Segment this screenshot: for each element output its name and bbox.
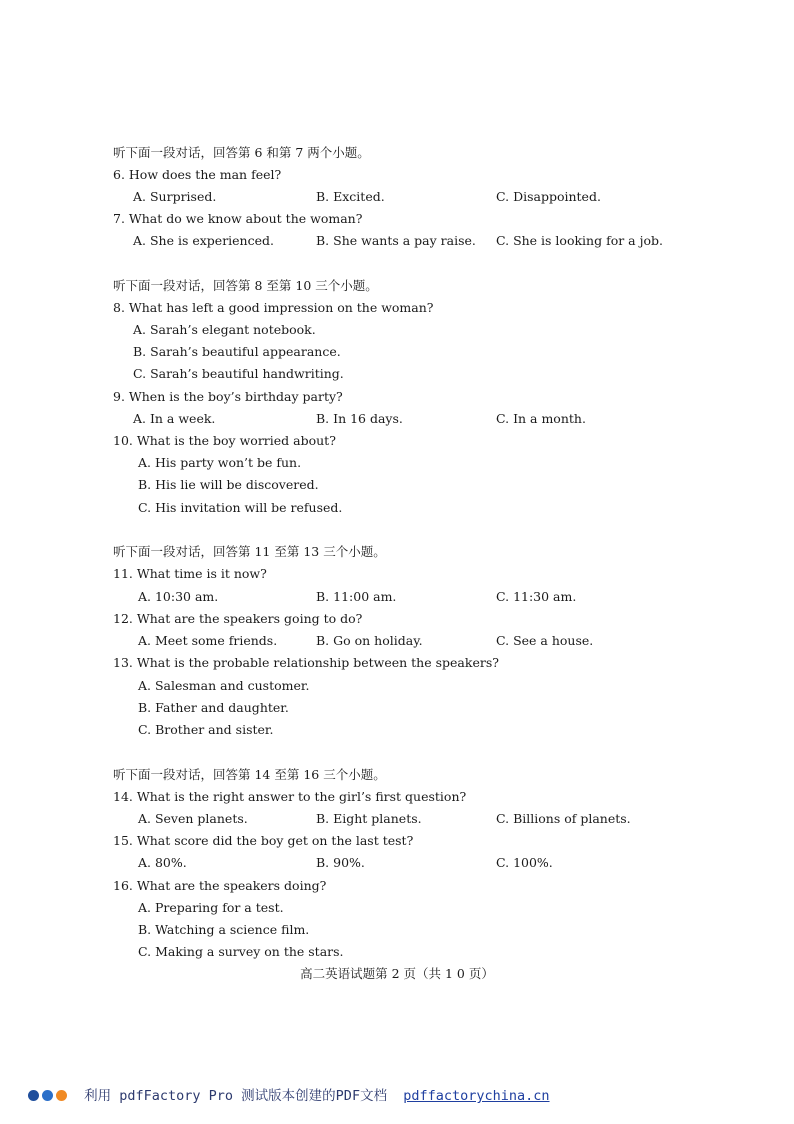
option-b: B. She wants a pay raise. (316, 233, 476, 248)
option-c: C. See a house. (496, 633, 594, 648)
option-row (0, 363, 794, 385)
option-a: A. 10:30 am. (138, 589, 219, 604)
question-stem: 11. What time is it now? (113, 566, 267, 581)
option-row (0, 341, 794, 363)
logo-dot-icon (28, 1090, 39, 1101)
question-stem: 15. What score did the boy get on the last test? (113, 833, 414, 848)
option-row (0, 697, 794, 719)
option-row (0, 675, 794, 697)
option-row (0, 319, 794, 341)
option-b: B. Go on holiday. (316, 633, 423, 648)
option-row (0, 630, 794, 652)
option-c: C. Disappointed. (496, 189, 601, 204)
option-row (0, 452, 794, 474)
option-b: B. Sarah’s beautiful appearance. (133, 344, 341, 359)
option-row (0, 186, 794, 208)
watermark-link[interactable]: pdffactorychina.cn (403, 1088, 550, 1104)
option-c: C. In a month. (496, 411, 586, 426)
option-row (0, 474, 794, 496)
option-b: B. 11:00 am. (316, 589, 397, 604)
watermark-text: 利用 pdfFactory Pro 测试版本创建的PDF文档 (84, 1088, 388, 1104)
option-c: C. His invitation will be refused. (138, 500, 343, 515)
section-title: 听下面一段对话，回答第 11 至第 13 三个小题。 (113, 544, 386, 559)
option-a: A. Seven planets. (138, 811, 248, 826)
option-b: B. Father and daughter. (138, 700, 289, 715)
option-c: C. 100%. (496, 855, 553, 870)
option-b: B. In 16 days. (316, 411, 403, 426)
section-title: 听下面一段对话，回答第 6 和第 7 两个小题。 (113, 145, 370, 160)
option-a: A. Preparing for a test. (138, 900, 284, 915)
option-a: A. His party won’t be fun. (138, 455, 302, 470)
question-stem: 8. What has left a good impression on the woman? (113, 300, 434, 315)
option-c: C. Brother and sister. (138, 722, 274, 737)
section-title: 听下面一段对话，回答第 14 至第 16 三个小题。 (113, 767, 386, 782)
option-row (0, 941, 794, 963)
option-a: A. Meet some friends. (138, 633, 278, 648)
option-a: A. Sarah’s elegant notebook. (133, 322, 316, 337)
option-c: C. She is looking for a job. (496, 233, 663, 248)
question-stem: 14. What is the right answer to the girl’s first question? (113, 789, 467, 804)
option-a: A. In a week. (133, 411, 216, 426)
option-c: C. Making a survey on the stars. (138, 944, 344, 959)
option-b: B. His lie will be discovered. (138, 477, 319, 492)
question-stem: 7. What do we know about the woman? (113, 211, 363, 226)
option-row (0, 497, 794, 519)
option-row (0, 586, 794, 608)
option-row (0, 408, 794, 430)
option-row (0, 230, 794, 252)
option-row (0, 852, 794, 874)
logo-dot-icon (42, 1090, 53, 1101)
option-a: A. 80%. (138, 855, 187, 870)
option-c: C. 11:30 am. (496, 589, 577, 604)
option-b: B. Watching a science film. (138, 922, 310, 937)
option-row (0, 919, 794, 941)
option-row (0, 897, 794, 919)
question-stem: 9. When is the boy’s birthday party? (113, 389, 343, 404)
option-c: C. Sarah’s beautiful handwriting. (133, 366, 344, 381)
question-stem: 10. What is the boy worried about? (113, 433, 336, 448)
option-a: A. Surprised. (133, 189, 217, 204)
option-a: A. She is experienced. (133, 233, 274, 248)
section-title: 听下面一段对话，回答第 8 至第 10 三个小题。 (113, 278, 378, 293)
option-c: C. Billions of planets. (496, 811, 631, 826)
option-b: B. Eight planets. (316, 811, 422, 826)
option-row (0, 808, 794, 830)
pdffactory-watermark (28, 1085, 550, 1107)
logo-dot-icon (56, 1090, 67, 1101)
question-stem: 12. What are the speakers going to do? (113, 611, 363, 626)
question-stem: 16. What are the speakers doing? (113, 878, 327, 893)
option-a: A. Salesman and customer. (138, 678, 310, 693)
question-stem: 13. What is the probable relationship between the speakers? (113, 655, 499, 670)
page-number-footer: 高二英语试题第 2 页（共 1 0 页） (300, 966, 494, 981)
option-b: B. 90%. (316, 855, 365, 870)
option-b: B. Excited. (316, 189, 385, 204)
option-row (0, 719, 794, 741)
question-stem: 6. How does the man feel? (113, 167, 282, 182)
